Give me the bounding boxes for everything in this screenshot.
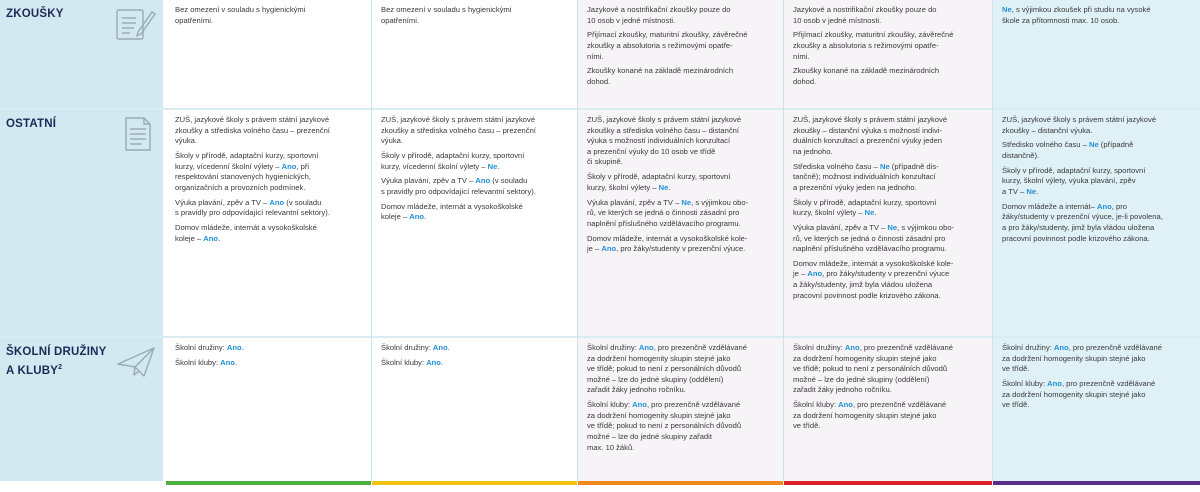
status-value: Ano [409,212,425,222]
status-value: Ne [658,182,669,192]
status-value: Ano [601,244,617,254]
status-value: Ano [844,343,860,352]
cell-paragraph: Školní družiny: Ano, pro prezenčně vzdělávané za dodržení homogenity skupin stejné jako ve třídě; pokud to není z personálních důvodů možné – lze do jedné skupiny (oddělení) zařadit žáky jednoho ročníku. [793,343,953,395]
clipboard-pen-icon [114,6,158,47]
cell-paragraph: Výuka plavání, zpěv a TV – Ano (v souladu s pravidly pro odpovídající relevantní sektory). [175,197,330,218]
level-bar-yellow [372,481,577,485]
cell-paragraph: Domov mládeže, internát a vysokoškolské kole- je – Ano, pro žáky/studenty v prezenční výuce a žáky/studenty, jimž byla vládou uložena pracovní povinnost podle krizového zákona. [793,258,954,300]
table-cell [784,0,992,108]
status-value: Ano [632,400,647,410]
status-value: Ano [203,233,219,243]
column-divider [992,0,993,481]
row-skolni-druziny [0,338,1200,481]
cell-paragraph: Školní kluby: Ano. [381,357,444,367]
table-cell [166,110,371,336]
column-divider [783,0,784,481]
cell-paragraph: Školy v přírodě, adaptační kurzy, sportovní kurzy, vícedenní školní výlety – Ne. [381,150,525,171]
column-divider [577,0,578,481]
cell-paragraph: Domov mládeže, internát a vysokoškolské koleje – Ano. [175,222,317,243]
footnote-mark: 2 [58,364,63,371]
cell-paragraph: Zkoušky konané na základě mezinárodních dohod. [587,66,734,86]
column-divider [371,0,372,481]
paper-plane-icon [114,344,158,385]
status-value: Ano [426,357,441,367]
row-title-line: ZKOUŠKY [6,8,64,20]
cell-paragraph: Jazykové a nostrifikační zkoušky pouze do 10 osob v jedné místnosti. [587,5,731,25]
table-cell [784,110,992,336]
row-zkousky [0,0,1200,108]
status-value: Ne [681,197,692,207]
row-divider [0,108,1200,110]
cell-paragraph: Výuka plavání, zpěv a TV – Ne, s výjimkou obo- rů, ve kterých se jedná o činnosti zásadní pro naplnění příslušného vzdělávacího programu. [793,222,955,254]
row-header [0,0,163,108]
row-header [0,338,163,481]
row-title-line: A KLUBY [6,364,59,377]
row-ostatni [0,110,1200,336]
table-cell [578,110,783,336]
cell-paragraph: ZUŠ, jazykové školy s právem státní jazykové zkoušky – distanční výuka s možností indivi- duálních konzultací a prezenční výuky jeden na jednoho. [793,115,948,156]
cell-paragraph: Střediska volného času – Ne (případně dis- tančně); možnost individuálních konzultací a prezenční výuky jeden na jednoho. [793,161,939,192]
cell-paragraph: Školní družiny: Ano. [381,343,450,352]
level-bar-orange [578,481,783,485]
cell-paragraph: ZUŠ, jazykové školy s právem státní jazykové zkoušky a střediska volného času – prezenční výuka. [175,115,330,146]
row-title [6,116,56,132]
cell-paragraph: Školy v přírodě, adaptační kurzy, sportovní kurzy, vícedenní školní výlety – Ano, při respektování stanovených hygienických, organizačních a provozních podmínek. [175,150,319,192]
cell-paragraph: ZUŠ, jazykové školy s právem státní jazykové zkoušky a střediska volného času – prezenční výuka. [381,115,536,146]
status-value: Ano [281,161,297,171]
table-cell [372,0,577,108]
status-value: Ano [432,343,448,352]
row-title-line: OSTATNÍ [6,118,57,130]
cell-paragraph: Bez omezení v souladu s hygienickými opatřeními. [175,5,306,25]
status-value: Ano [838,400,853,410]
status-value: Ne [1026,186,1037,196]
status-value: Ne [864,208,875,218]
table-cell [578,338,783,481]
status-value: Ano [1053,343,1069,352]
cell-paragraph: Výuka plavání, zpěv a TV – Ano (v souladu s pravidly pro odpovídající relevantní sektory). [381,176,536,196]
cell-paragraph: Školní kluby: Ano. [175,357,238,367]
cell-paragraph: ZUŠ, jazykové školy s právem státní jazykové zkoušky – distanční výuka. [1002,115,1157,135]
row-title [6,344,107,379]
table-cell [166,338,371,481]
cell-paragraph: Bez omezení v souladu s hygienickými opatřeními. [381,5,512,25]
cell-paragraph: Školy v přírodě, adaptační kurzy, sportovní kurzy, školní výlety, výuka plavání, zpěv a TV – Ne. [1002,165,1146,196]
cell-paragraph: Školy v přírodě, adaptační kurzy, sportovní kurzy, školní výlety – Ne. [793,197,937,218]
table-cell [372,338,577,481]
row-title-line: ŠKOLNÍ DRUŽINY [6,346,107,358]
cell-paragraph: Středisko volného času – Ne (případně distančně). [1002,140,1134,160]
table-cell [993,110,1200,336]
cell-paragraph: Domov mládeže a internát– Ano, pro žáky/studenty v prezenční výuce, je-li povolena, a pro žáky/studenty, jimž byla vládou uložena pracovní povinnost podle krizového zákona. [1002,201,1163,243]
table-cell [993,0,1200,108]
cell-paragraph: Školní družiny: Ano. [175,343,244,352]
table-cell [993,338,1200,481]
cell-paragraph: Školní kluby: Ano, pro prezenčně vzdělávané za dodržení homogenity skupin stejné jako ve třídě; pokud to není z personálních důvodů možné – lze do jedné skupiny zařadit max. 10 žáků. [587,400,742,452]
cell-paragraph: Výuka plavání, zpěv a TV – Ne, s výjimkou obo- rů, ve kterých se jedná o činnosti zásadní pro naplnění příslušného vzdělávacího programu. [587,197,749,228]
level-bar-red [784,481,992,485]
status-value: Ano [1047,378,1062,388]
cell-paragraph: Školní družiny: Ano, pro prezenčně vzdělávané za dodržení homogenity skupin stejné jako ve třídě. [1002,343,1162,374]
document-icon [114,116,158,157]
status-value: Ne [887,222,898,232]
status-value: Ano [638,343,654,352]
cell-paragraph: Domov mládeže, internát a vysokoškolské koleje – Ano. [381,201,523,222]
status-value: Ano [220,357,235,367]
status-value: Ne [487,161,498,171]
status-value: Ano [807,269,823,279]
status-value: Ano [475,176,491,186]
status-value: Ne [879,161,890,171]
cell-paragraph: Domov mládeže, internát a vysokoškolské kole- je – Ano, pro žáky/studenty v prezenční výuce. [587,233,748,254]
status-value: Ne [1088,140,1099,150]
cell-paragraph: Přijímací zkoušky, maturitní zkoušky, závěrečné zkoušky a absolutoria s režimovými opatře- ními. [587,30,748,61]
table-cell [578,0,783,108]
row-header [0,110,163,336]
table-cell [784,338,992,481]
cell-paragraph: Školní kluby: Ano, pro prezenčně vzdělávané za dodržení homogenity skupin stejné jako ve třídě. [793,400,947,431]
level-bar-green [166,481,371,485]
cell-paragraph: Školní kluby: Ano, pro prezenčně vzdělávané za dodržení homogenity skupin stejné jako ve třídě. [1002,378,1156,410]
level-bar-purple [993,481,1200,485]
status-value: Ne [1002,5,1012,14]
row-divider [0,336,1200,338]
table-cell [166,0,371,108]
row-title [6,6,64,22]
table-cell [372,110,577,336]
cell-paragraph: ZUŠ, jazykové školy s právem státní jazykové zkoušky a střediska volného času – distanční výuka s možností individuálních konzultací a prezenční výuky do 10 osob ve třídě či skupině. [587,115,742,167]
cell-paragraph: Školy v přírodě, adaptační kurzy, sportovní kurzy, školní výlety – Ne. [587,172,731,192]
cell-paragraph: Přijímací zkoušky, maturitní zkoušky, závěrečné zkoušky a absolutoria s režimovými opatře- ními. [793,30,954,61]
cell-paragraph: Ne, s výjimkou zkoušek při studiu na vysoké škole za přítomnosti max. 10 osob. [1002,5,1151,25]
cell-paragraph: Zkoušky konané na základě mezinárodních dohod. [793,66,940,86]
status-value: Ano [226,343,242,352]
cell-paragraph: Školní družiny: Ano, pro prezenčně vzdělávané za dodržení homogenity skupin stejné jako ve třídě; pokud to není z personálních důvodů možné – lze do jedné skupiny (oddělení) zařadit žáky jednoho ročníku. [587,343,747,395]
status-value: Ano [1096,201,1112,211]
cell-paragraph: Jazykové a nostrifikační zkoušky pouze do 10 osob v jedné místnosti. [793,5,937,25]
status-value: Ano [269,197,285,207]
